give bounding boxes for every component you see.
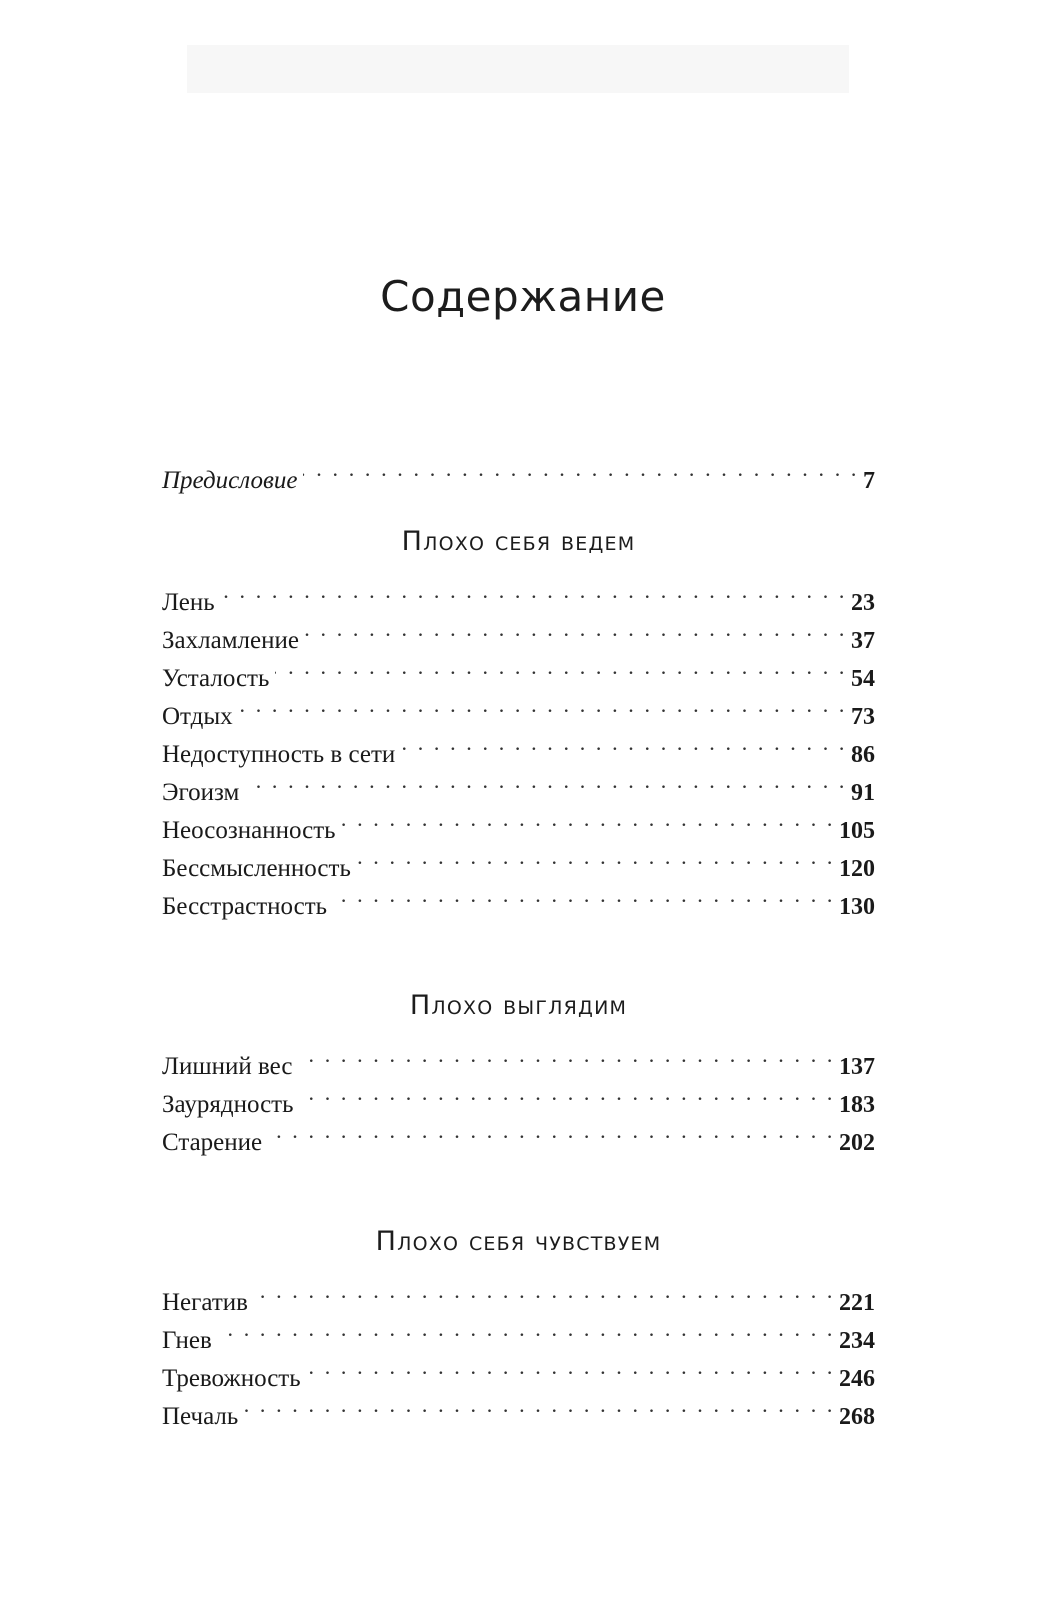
entry-title: Старение <box>162 1129 263 1156</box>
dot-leader <box>239 686 847 724</box>
entry-title: Эгоизм <box>162 779 240 806</box>
entry-title: Захламление <box>162 627 299 654</box>
toc-entry[interactable] <box>162 762 875 806</box>
dot-leader <box>357 838 835 876</box>
section-heading: Плохо выглядим <box>409 990 628 1021</box>
entry-title: Бессмысленность <box>162 855 351 882</box>
entry-title: Заурядность <box>162 1091 294 1118</box>
entry-title: Недоступность в сети <box>162 741 396 768</box>
entry-page-number: 202 <box>839 1130 875 1156</box>
toc-entry[interactable] <box>162 686 875 730</box>
toc-entry[interactable] <box>162 1348 875 1392</box>
section-heading: Плохо себя ведем <box>401 526 636 557</box>
toc-entry[interactable] <box>162 1036 875 1080</box>
toc-entry[interactable] <box>162 1310 875 1354</box>
dot-leader <box>401 724 847 762</box>
entry-page-number: 37 <box>851 628 875 654</box>
entry-title: Негатив <box>162 1289 248 1316</box>
entry-title: Гнев <box>162 1327 212 1354</box>
toc-entry[interactable] <box>162 724 875 768</box>
toc-entry[interactable] <box>162 572 875 616</box>
entry-page-number: 23 <box>851 590 875 616</box>
entry-title: Лишний вес <box>162 1053 293 1080</box>
dot-leader <box>275 648 847 686</box>
dot-leader <box>221 572 847 610</box>
entry-page-number: 221 <box>839 1290 875 1316</box>
table-of-contents <box>162 450 875 1430</box>
entry-title: Усталость <box>162 665 270 692</box>
entry-title: Бесстрастность <box>162 893 328 920</box>
entry-title: Лень <box>162 589 215 616</box>
entry-page-number: 7 <box>863 468 875 494</box>
dot-leader <box>305 610 847 648</box>
dot-leader <box>342 800 835 838</box>
entry-page-number: 120 <box>839 856 875 882</box>
entry-page-number: 130 <box>839 894 875 920</box>
dot-leader <box>333 876 835 914</box>
entry-page-number: 91 <box>851 780 875 806</box>
watermark-band <box>187 45 849 93</box>
dot-leader <box>303 450 859 488</box>
entry-page-number: 105 <box>839 818 875 844</box>
dot-leader <box>300 1074 836 1112</box>
entry-page-number: 234 <box>839 1328 875 1354</box>
toc-entry[interactable] <box>162 800 875 844</box>
entry-title: Отдых <box>162 703 233 730</box>
toc-entry[interactable] <box>162 1386 875 1430</box>
entry-page-number: 73 <box>851 704 875 730</box>
entry-page-number: 137 <box>839 1054 875 1080</box>
entry-page-number: 268 <box>839 1404 875 1430</box>
dot-leader <box>268 1112 835 1150</box>
toc-entry[interactable] <box>162 1272 875 1316</box>
entry-page-number: 86 <box>851 742 875 768</box>
dot-leader <box>307 1348 835 1386</box>
toc-entry-preface[interactable] <box>162 450 875 494</box>
page-title: Содержание <box>380 272 666 321</box>
toc-entry[interactable] <box>162 1112 875 1156</box>
toc-entry[interactable] <box>162 610 875 654</box>
dot-leader <box>244 1386 835 1424</box>
dot-leader <box>245 762 847 800</box>
dot-leader <box>298 1036 835 1074</box>
entry-title: Печаль <box>162 1403 239 1430</box>
entry-title: Тревожность <box>162 1365 301 1392</box>
entry-page-number: 54 <box>851 666 875 692</box>
dot-leader <box>254 1272 835 1310</box>
entry-page-number: 246 <box>839 1366 875 1392</box>
entry-page-number: 183 <box>839 1092 875 1118</box>
dot-leader <box>218 1310 835 1348</box>
entry-title: Неосознанность <box>162 817 336 844</box>
section-heading: Плохо себя чувствуем <box>375 1226 662 1257</box>
entry-title: Предисловие <box>162 467 298 494</box>
